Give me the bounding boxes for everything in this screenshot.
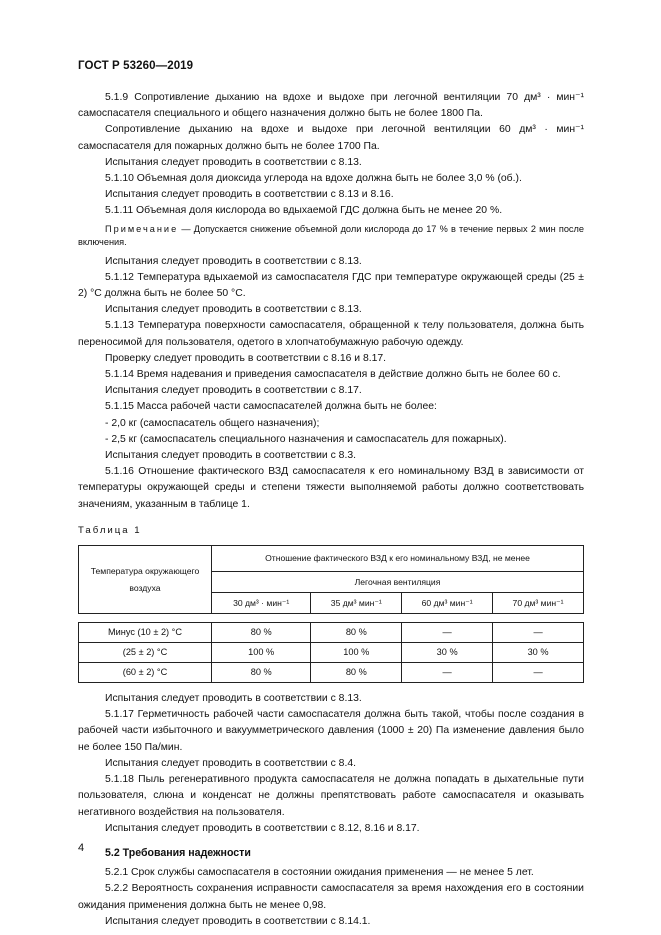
table-cell: (25 ± 2) °С (79, 643, 212, 663)
section-heading: 5.2 Требования надежности (105, 846, 251, 859)
col-header: 30 дм³ · мин⁻¹ (212, 593, 311, 614)
paragraph: Испытания следует проводить в соответствии с 8.13. (105, 693, 362, 705)
table-cell: (60 ± 2) °С (79, 663, 212, 683)
table-caption-text: Таблица 1 (78, 524, 142, 536)
paragraph: 5.2.2 Вероятность сохранения исправности самоспасателя за время нахождения его в состоянии ожидания применения должна быть не менее 0,98. (78, 883, 584, 911)
col-header: 60 дм³ мин⁻¹ (402, 593, 493, 614)
text-block-1 (78, 90, 584, 220)
paragraph: Сопротивление дыханию на вдохе и выдохе при легочной вентиляции 60 дм³ · мин⁻¹ самоспасателя для пожарных должно быть не более 1700 Па. (78, 124, 584, 152)
paragraph: Испытания следует проводить в соответствии с 8.13. (105, 255, 362, 267)
paragraph: Испытания следует проводить в соответствии с 8.13. (105, 156, 362, 168)
table-cell: 80 % (212, 623, 311, 643)
table-row (79, 663, 584, 683)
note (78, 223, 584, 249)
note-label: Примечание (105, 223, 179, 234)
table-row (79, 643, 584, 663)
paragraph: 5.1.16 Отношение фактического ВЗД самоспасателя к его номинальному ВЗД в зависимости от температуры окружающей среды и степени тяжести выполняемой работы должно соответствовать значениям, указанным в таблице 1. (78, 466, 584, 510)
table-cell: 80 % (311, 663, 402, 683)
paragraph: Испытания следует проводить в соответствии с 8.4. (105, 757, 356, 769)
paragraph: 5.1.12 Температура вдыхаемой из самоспасателя ГДС при температуре окружающей среды (25 ± 2) °С должна быть не более 50 °С. (78, 271, 584, 300)
document-header: ГОСТ Р 53260—2019 (78, 60, 194, 72)
paragraph: 5.2.1 Срок службы самоспасателя в состоянии ожидания применения — не менее 5 лет. (105, 867, 534, 879)
paragraph: Испытания следует проводить в соответствии с 8.17. (105, 385, 362, 397)
paragraph: 5.1.11 Объемная доля кислорода во вдыхаемой ГДС должна быть не менее 20 %. (105, 205, 503, 217)
table-cell: 30 % (493, 643, 584, 663)
paragraph: 5.1.9 Сопротивление дыханию на вдохе и выдохе при легочной вентиляции 70 дм³ · мин⁻¹ самоспасателя специального и общего назначения должно быть не более 1800 Па. (78, 92, 584, 120)
table-cell: Минус (10 ± 2) °С (79, 623, 212, 643)
text-block-4 (78, 865, 584, 930)
list-item: - 2,5 кг (самоспасатель специального назначения и самоспасатель для пожарных). (105, 433, 507, 445)
col-header-temperature: Температура окружающего воздуха (79, 546, 212, 614)
list-item: - 2,0 кг (самоспасатель общего назначения); (105, 417, 320, 429)
table-cell: 100 % (212, 643, 311, 663)
page-number: 4 (78, 842, 85, 854)
paragraph: 5.1.18 Пыль регенеративного продукта самоспасателя не должна попадать в дыхательные пути пользователя, слюна и конденсат не должны препятствовать работе самоспасателя и оказывать негативного воздействия на пользователя. (78, 774, 584, 818)
paragraph: Испытания следует проводить в соответствии с 8.13. (105, 304, 362, 316)
table-cell: 80 % (212, 663, 311, 683)
table-cell: 30 % (402, 643, 493, 663)
table-cell: — (493, 623, 584, 643)
note-text: — Допускается снижение объемной доли кислорода до 17 % в течение первых 2 мин после включения. (78, 223, 584, 247)
table-header-row (79, 546, 584, 572)
text-block-3 (78, 691, 584, 837)
col-group-header: Отношение фактического ВЗД к его номинальному ВЗД, не менее (212, 546, 584, 572)
col-header: 35 дм³ мин⁻¹ (311, 593, 402, 614)
paragraph: Испытания следует проводить в соответствии с 8.3. (105, 450, 356, 462)
table-caption (78, 523, 584, 539)
table-cell: — (493, 663, 584, 683)
col-subgroup-header: Легочная вентиляция (212, 572, 584, 593)
page-content (78, 90, 584, 930)
table-cell: 100 % (311, 643, 402, 663)
paragraph: Испытания следует проводить в соответствии с 8.12, 8.16 и 8.17. (105, 822, 420, 834)
paragraph: Испытания следует проводить в соответствии с 8.13 и 8.16. (105, 189, 394, 201)
table-cell: — (402, 663, 493, 683)
col-header: 70 дм³ мин⁻¹ (493, 593, 584, 614)
paragraph: Испытания следует проводить в соответствии с 8.14.1. (105, 915, 371, 927)
table-cell: — (402, 623, 493, 643)
text-block-2 (78, 254, 584, 513)
paragraph: 5.1.10 Объемная доля диоксида углерода на вдохе должна быть не более 3,0 % (об.). (105, 173, 522, 185)
paragraph: 5.1.15 Масса рабочей части самоспасателей должна быть не более: (105, 401, 437, 413)
data-table (78, 545, 584, 683)
paragraph: 5.1.13 Температура поверхности самоспасателя, обращенной к телу пользователя, должна быть переносимой для пользователя, одетого в хлопчатобумажную рабочую одежду. (78, 320, 584, 348)
paragraph: 5.1.14 Время надевания и приведения самоспасателя в действие должно быть не более 60 с. (105, 369, 561, 381)
table-row (79, 623, 584, 643)
table-gap-row (79, 614, 584, 623)
paragraph: 5.1.17 Герметичность рабочей части самоспасателя должна быть такой, чтобы после создания в рабочей части избыточного и вакуумметрического давления (1000 ± 20) Па изменение давления было не более 150 Па/мин. (78, 709, 584, 753)
paragraph: Проверку следует проводить в соответствии с 8.16 и 8.17. (105, 352, 387, 364)
table-cell: 80 % (311, 623, 402, 643)
